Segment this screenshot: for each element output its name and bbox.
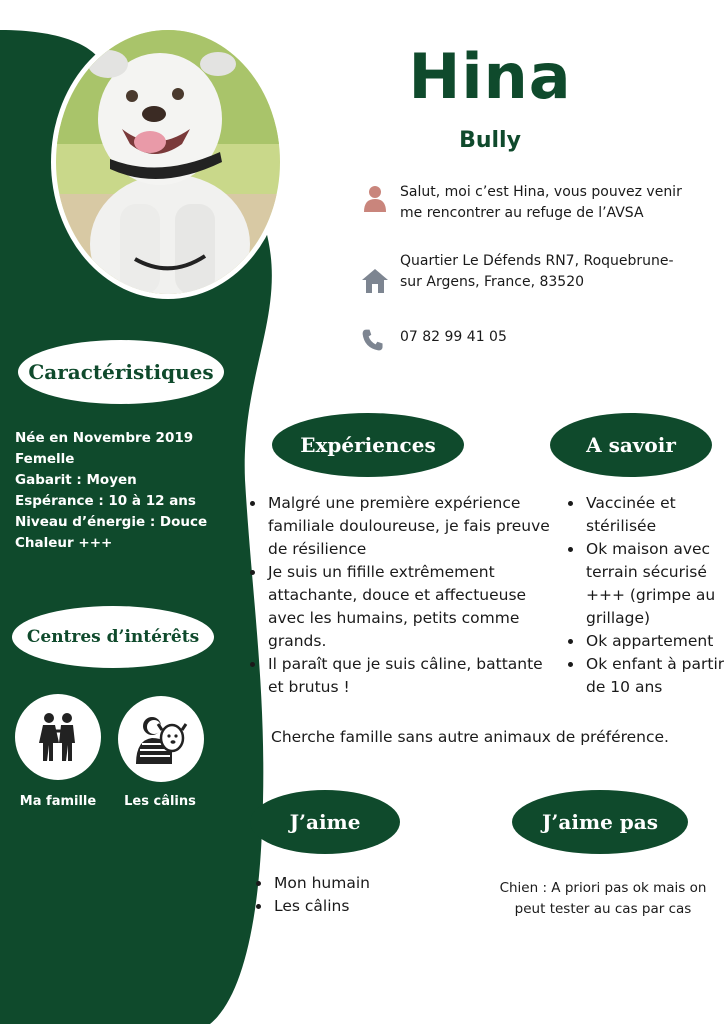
family-icon [35,711,81,763]
hug-icon [132,712,190,766]
dog-name: Hina [408,40,572,113]
a-savoir-item: • Ok appartement [584,630,724,653]
characteristic-item: Chaleur +++ [15,535,113,551]
intro-text: Salut, moi c’est Hina, vous pouvez venir me rencontrer au refuge de l’AVSA [400,184,682,221]
characteristic-item: Née en Novembre 2019 [15,430,194,446]
phone-number[interactable]: 07 82 99 41 05 [400,329,507,345]
a-savoir-item: • Ok enfant à partir de 10 ans [584,653,724,699]
a-savoir-list [562,492,724,699]
person-icon [360,182,390,212]
experiences-list [244,492,556,699]
family-search-note: Cherche famille sans autre animaux de préférence. [271,728,669,746]
like-item: • Les câlins [272,895,472,918]
likes-list [250,872,472,918]
experience-item: • Il paraît que je suis câline, battante et brutus ! [266,653,556,699]
interest-hugs [118,696,204,782]
dog-breed: Bully [459,128,521,153]
phone-icon [360,327,386,353]
characteristic-item: Espérance : 10 à 12 ans [15,493,196,509]
characteristic-item: Femelle [15,451,75,467]
info-row-address [360,251,690,295]
characteristic-item: Niveau d’énergie : Douce [15,514,208,530]
interests-heading: Centres d’intérêts [12,606,214,668]
dislikes-text: Chien : A priori pas ok mais on peut tester au cas par cas [499,880,707,917]
dog-photo [50,24,286,300]
a-savoir-heading: A savoir [550,413,712,477]
likes-heading: J’aime [250,790,400,854]
characteristic-item: Gabarit : Moyen [15,472,137,488]
a-savoir-item: • Ok maison avec terrain sécurisé +++ (grimpe au grillage) [584,538,724,630]
address-text: Quartier Le Défends RN7, Roquebrune-sur Argens, France, 83520 [400,253,674,290]
interest-family [15,694,101,780]
info-row-intro [360,182,690,224]
characteristics-heading: Caractéristiques [18,340,224,404]
characteristics-list [15,428,245,554]
dislikes-heading: J’aime pas [512,790,688,854]
a-savoir-item: • Vaccinée et stérilisée [584,492,724,538]
house-icon [360,265,390,295]
info-row-phone [360,327,690,353]
interest-hugs-label: Les câlins [124,794,196,809]
experiences-heading: Expériences [272,413,464,477]
experience-item: • Je suis un fifille extrêmement attachante, douce et affectueuse avec les humains, petits comme grands. [266,561,556,653]
interest-family-label: Ma famille [19,794,97,809]
like-item: • Mon humain [272,872,472,895]
experience-item: • Malgré une première expérience familiale douloureuse, je fais preuve de résilience [266,492,556,561]
